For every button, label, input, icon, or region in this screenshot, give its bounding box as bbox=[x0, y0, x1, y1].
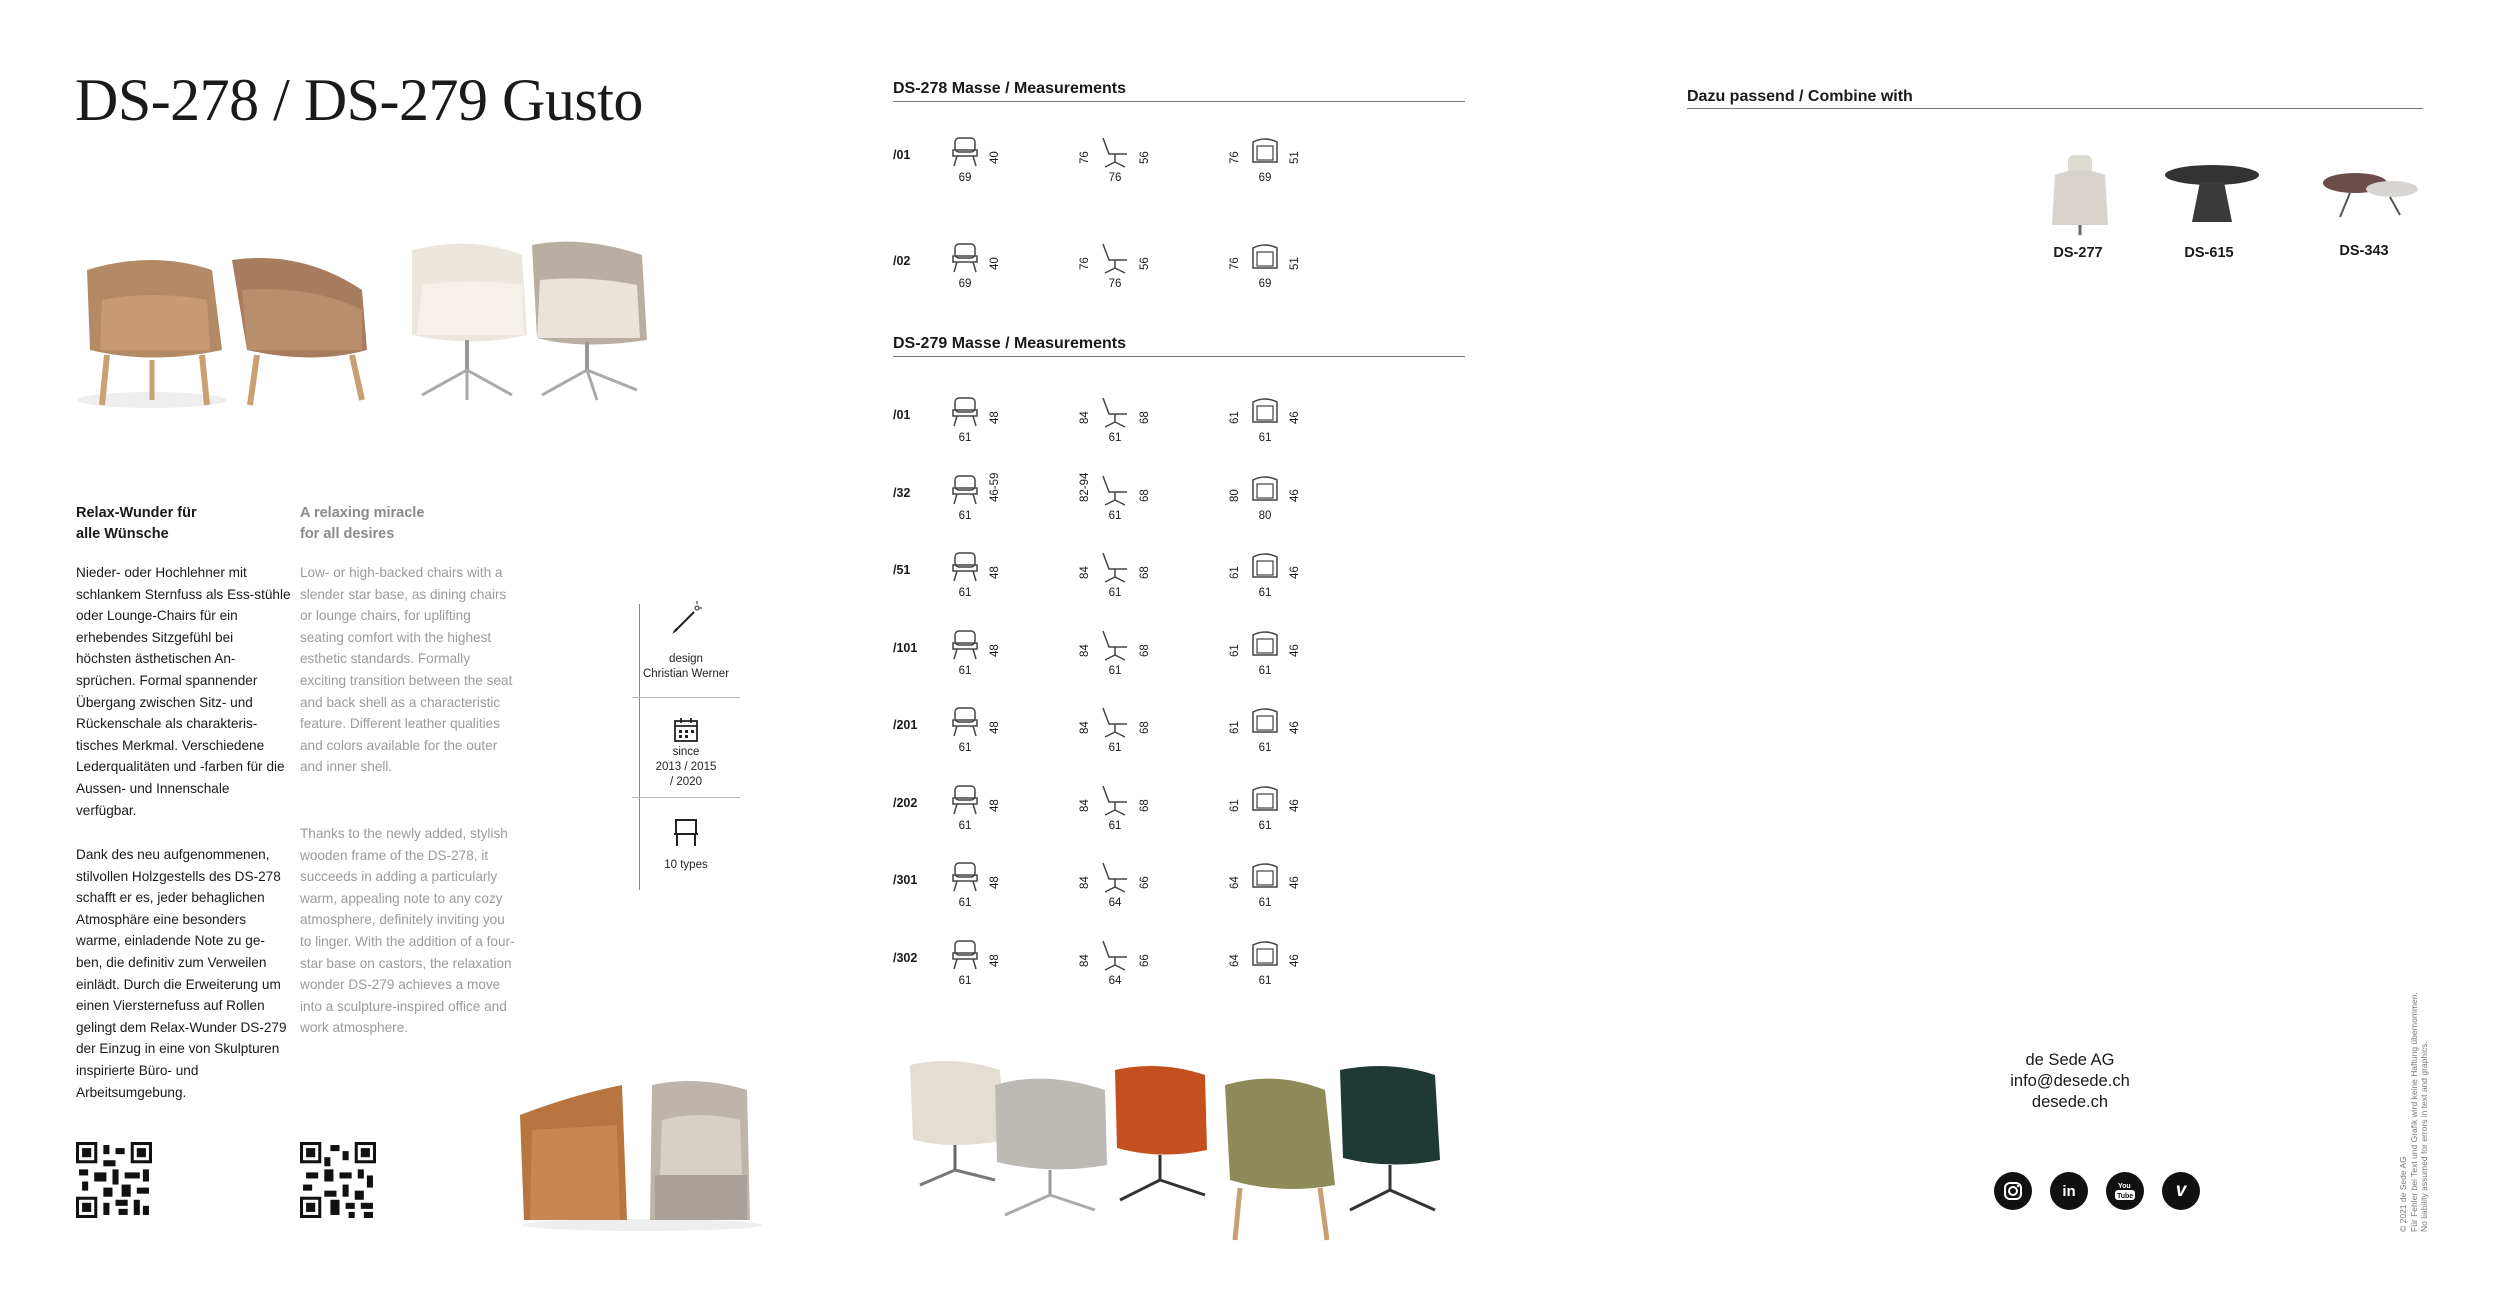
overall-height-value: 61 bbox=[1229, 411, 1241, 424]
intro-heading-de: Relax-Wunder für alle Wünsche bbox=[76, 505, 197, 542]
height-value: 68 bbox=[1139, 643, 1151, 657]
dimension-drawing bbox=[1065, 547, 1185, 607]
width-value: 61 bbox=[1258, 897, 1272, 909]
dimension-drawing bbox=[915, 780, 1035, 840]
overall-height-value: 61 bbox=[1229, 798, 1241, 812]
dimension-drawing bbox=[1065, 625, 1185, 685]
dimension-drawing bbox=[1215, 625, 1335, 685]
since-label: since bbox=[672, 746, 700, 758]
hero-chairs-image bbox=[72, 230, 672, 430]
instagram-icon[interactable] bbox=[1994, 1172, 2032, 1210]
ds-615-product-image[interactable] bbox=[2162, 160, 2262, 230]
height-value: 68 bbox=[1139, 411, 1151, 424]
height-value: 40 bbox=[989, 257, 1001, 270]
width-value: 61 bbox=[958, 664, 972, 677]
width-value: 61 bbox=[958, 587, 972, 599]
ds-615-label[interactable]: DS-615 bbox=[2184, 245, 2234, 261]
width-value: 69 bbox=[958, 172, 972, 184]
page-title: DS-278 / DS-279 Gusto bbox=[75, 67, 643, 133]
intro-heading-en: A relaxing miracle for all desires bbox=[300, 505, 425, 542]
linkedin-icon[interactable]: in bbox=[2050, 1172, 2088, 1210]
designer-name: Christian Werner bbox=[642, 668, 730, 680]
width-value: 61 bbox=[1258, 664, 1272, 677]
model-code: /202 bbox=[893, 795, 918, 810]
width-value: 61 bbox=[1258, 587, 1272, 599]
overall-height-value: 61 bbox=[1229, 721, 1241, 734]
dimension-drawing bbox=[915, 857, 1035, 917]
width-value: 61 bbox=[1258, 819, 1272, 832]
width-value: 61 bbox=[1108, 819, 1122, 832]
combine-heading-rule bbox=[1687, 108, 2423, 109]
model-code: /301 bbox=[893, 873, 918, 887]
dimension-drawing bbox=[1065, 238, 1185, 298]
overall-height-value: 84 bbox=[1079, 953, 1091, 967]
dimension-drawing bbox=[915, 935, 1035, 995]
height-value: 46 bbox=[1289, 721, 1301, 734]
intro-paragraph-de-1: Nieder- oder Hochlehner mit schlankem Sternfuss als Ess-stühle oder Lounge-Chairs für ein erhebendes Sitzgefühl bei höchsten ästhetischen An-sprüchen. Formal spannender Übergang zwischen Sitz- und Rückenschale als charakteris-tisches Merkmal. Verschiedene Lederqualitäten und -farben für die Aussen- und Innenschale verfügbar. bbox=[76, 565, 291, 818]
ds279-heading-rule bbox=[893, 356, 1465, 357]
height-value: 68 bbox=[1139, 488, 1151, 502]
width-value: 64 bbox=[1108, 974, 1122, 987]
model-code: /01 bbox=[893, 148, 911, 162]
dimension-drawing bbox=[1215, 780, 1335, 840]
height-value: 56 bbox=[1139, 257, 1151, 270]
height-value: 46 bbox=[1289, 411, 1301, 424]
vimeo-icon[interactable]: v bbox=[2162, 1172, 2200, 1210]
width-value: 61 bbox=[1258, 974, 1272, 987]
overall-height-value: 84 bbox=[1079, 411, 1091, 424]
height-value: 46 bbox=[1289, 798, 1301, 812]
company-name: de Sede AG bbox=[2025, 1051, 2115, 1069]
contact-email[interactable]: info@desede.ch bbox=[2010, 1072, 2130, 1090]
intro-paragraph-en-1: Low- or high-backed chairs with a slender star base, as dining chairs or lounge chairs, for uplifting seating comfort with the highest esthetic standards. Formally exciting transition between the seat and back shell as a characteristic feature. Different leather qualities and colors available for the outer and inner shell. bbox=[300, 565, 513, 775]
dimension-drawing bbox=[1215, 470, 1335, 530]
dimension-drawing bbox=[915, 625, 1035, 685]
dimension-drawing bbox=[915, 547, 1035, 607]
overall-height-value: 84 bbox=[1079, 721, 1091, 734]
width-value: 76 bbox=[1108, 172, 1122, 184]
dimension-drawing bbox=[1065, 935, 1185, 995]
combine-heading: Dazu passend / Combine with bbox=[1687, 88, 1913, 105]
height-value: 46 bbox=[1289, 566, 1301, 579]
overall-height-value: 84 bbox=[1079, 876, 1091, 889]
years-line-1: 2013 / 2015 bbox=[655, 761, 717, 773]
model-code: /51 bbox=[893, 563, 911, 577]
height-value: 66 bbox=[1139, 876, 1151, 889]
width-value: 64 bbox=[1108, 897, 1122, 909]
svg-text:You: You bbox=[2118, 1183, 2131, 1190]
model-code: /01 bbox=[893, 408, 911, 422]
width-value: 61 bbox=[958, 974, 972, 987]
height-value: 46 bbox=[1289, 643, 1301, 657]
intro-paragraph-de-2: Dank des neu aufgenommenen, stilvollen Holzgestells des DS-278 schafft er es, jeder behaglichen Atmosphäre eine besonders warme, einladende Note zu ge-ben, die definitiv zum Verweilen einlädt. Durch die Erweiterung um einen Viersternefuss auf Rollen gelingt dem Relax-Wunder DS-279 der Einzug in eine von Skulpturen inspirierte Büro- und Arbeitsumgebung. bbox=[76, 847, 287, 1100]
overall-height-value: 76 bbox=[1229, 257, 1241, 270]
height-value: 51 bbox=[1289, 151, 1301, 164]
overall-height-value: 84 bbox=[1079, 566, 1091, 579]
design-pen-icon bbox=[668, 600, 704, 636]
width-value: 61 bbox=[958, 897, 972, 909]
height-value: 48 bbox=[989, 566, 1001, 579]
height-value: 68 bbox=[1139, 566, 1151, 579]
height-value: 46 bbox=[1289, 488, 1301, 502]
width-value: 61 bbox=[1258, 742, 1272, 754]
height-value: 48 bbox=[989, 411, 1001, 424]
chair-types-icon bbox=[672, 818, 700, 848]
width-value: 61 bbox=[1108, 509, 1122, 522]
overall-height-value: 64 bbox=[1229, 953, 1241, 967]
ds-343-product-image[interactable] bbox=[2320, 165, 2420, 225]
meta-separator bbox=[632, 797, 740, 798]
dimension-drawing bbox=[915, 702, 1035, 762]
design-label: design bbox=[669, 653, 703, 665]
dimension-drawing bbox=[1215, 935, 1335, 995]
model-code: /302 bbox=[893, 950, 918, 965]
overall-height-value: 76 bbox=[1079, 151, 1091, 164]
overall-height-value: 61 bbox=[1229, 643, 1241, 657]
height-value: 46 bbox=[1289, 953, 1301, 967]
overall-height-value: 82-94 bbox=[1079, 472, 1091, 502]
height-value: 46 bbox=[1289, 876, 1301, 889]
dimension-drawing bbox=[915, 470, 1035, 530]
dimension-drawing bbox=[1065, 470, 1185, 530]
height-value: 68 bbox=[1139, 798, 1151, 812]
ds278-heading-rule bbox=[893, 101, 1465, 102]
dimension-drawing bbox=[1065, 132, 1185, 192]
dimension-drawing bbox=[1215, 392, 1335, 452]
height-value: 48 bbox=[989, 953, 1001, 967]
width-value: 69 bbox=[1258, 172, 1272, 184]
svg-text:Tube: Tube bbox=[2117, 1193, 2134, 1200]
width-value: 61 bbox=[958, 742, 972, 754]
height-value: 46-59 bbox=[989, 472, 1001, 502]
width-value: 61 bbox=[958, 432, 972, 444]
chair-colors-lineup-image bbox=[895, 1050, 1465, 1250]
width-value: 61 bbox=[1108, 432, 1122, 444]
height-value: 48 bbox=[989, 798, 1001, 812]
height-value: 56 bbox=[1139, 151, 1151, 164]
height-value: 66 bbox=[1139, 953, 1151, 967]
dimension-drawing bbox=[1065, 857, 1185, 917]
model-code: /101 bbox=[893, 640, 918, 655]
dimension-drawing bbox=[915, 132, 1035, 192]
bottom-chairs-image bbox=[512, 1075, 772, 1235]
dimension-drawing bbox=[1215, 238, 1335, 298]
height-value: 48 bbox=[989, 643, 1001, 657]
height-value: 48 bbox=[989, 721, 1001, 734]
types-count: 10 types bbox=[664, 859, 708, 871]
dimension-drawing bbox=[1215, 702, 1335, 762]
dimension-drawing bbox=[915, 392, 1035, 452]
ds-343-label[interactable]: DS-343 bbox=[2339, 243, 2389, 259]
model-code: /32 bbox=[893, 485, 911, 500]
width-value: 61 bbox=[958, 509, 972, 522]
calendar-icon bbox=[672, 716, 700, 744]
contact-website[interactable]: desede.ch bbox=[2031, 1093, 2109, 1111]
ds278-heading: DS-278 Masse / Measurements bbox=[893, 80, 1126, 97]
years-line-2: / 2020 bbox=[670, 776, 702, 788]
width-value: 61 bbox=[1108, 742, 1122, 754]
width-value: 61 bbox=[958, 819, 972, 832]
width-value: 76 bbox=[1108, 278, 1122, 290]
overall-height-value: 61 bbox=[1229, 566, 1241, 579]
overall-height-value: 80 bbox=[1229, 488, 1241, 502]
dimension-drawing bbox=[915, 238, 1035, 298]
dimension-drawing bbox=[1215, 547, 1335, 607]
qr-code-en[interactable] bbox=[300, 1142, 376, 1218]
ds-277-label[interactable]: DS-277 bbox=[2053, 245, 2103, 261]
dimension-drawing bbox=[1065, 392, 1185, 452]
height-value: 51 bbox=[1289, 257, 1301, 270]
meta-separator bbox=[632, 697, 740, 698]
width-value: 69 bbox=[1258, 278, 1272, 290]
model-code: /02 bbox=[893, 254, 911, 268]
overall-height-value: 84 bbox=[1079, 643, 1091, 657]
width-value: 80 bbox=[1258, 509, 1272, 522]
overall-height-value: 84 bbox=[1079, 798, 1091, 812]
width-value: 61 bbox=[1108, 664, 1122, 677]
height-value: 48 bbox=[989, 876, 1001, 889]
ds-277-product-image[interactable] bbox=[2040, 150, 2120, 240]
width-value: 61 bbox=[1258, 432, 1272, 444]
model-code: /201 bbox=[893, 718, 918, 732]
intro-paragraph-en-2: Thanks to the newly added, stylish wooden frame of the DS-278, it succeeds in adding a particularly warm, appealing note to any cozy atmosphere, definitely inviting you to linger. With the addition of a four-star base on castors, the relaxation wonder DS-279 achieves a move into a sculpture-inspired office and work atmosphere. bbox=[300, 826, 515, 1036]
dimension-drawing bbox=[1065, 702, 1185, 762]
overall-height-value: 76 bbox=[1229, 151, 1241, 164]
youtube-icon[interactable] bbox=[2106, 1172, 2144, 1210]
overall-height-value: 64 bbox=[1229, 876, 1241, 889]
ds279-heading: DS-279 Masse / Measurements bbox=[893, 335, 1126, 352]
width-value: 61 bbox=[1108, 587, 1122, 599]
overall-height-value: 76 bbox=[1079, 257, 1091, 270]
dimension-drawing bbox=[1065, 780, 1185, 840]
dimension-drawing bbox=[1215, 857, 1335, 917]
dimension-drawing bbox=[1215, 132, 1335, 192]
height-value: 40 bbox=[989, 151, 1001, 164]
legal-notice: © 2021 de Sede AG Für Fehler bei Text und Grafik wird keine Haftung übernommen. No liability assumed for errors in text and graphics. bbox=[2398, 992, 2429, 1232]
width-value: 69 bbox=[958, 278, 972, 290]
qr-code-de[interactable] bbox=[76, 1142, 152, 1218]
height-value: 68 bbox=[1139, 721, 1151, 734]
